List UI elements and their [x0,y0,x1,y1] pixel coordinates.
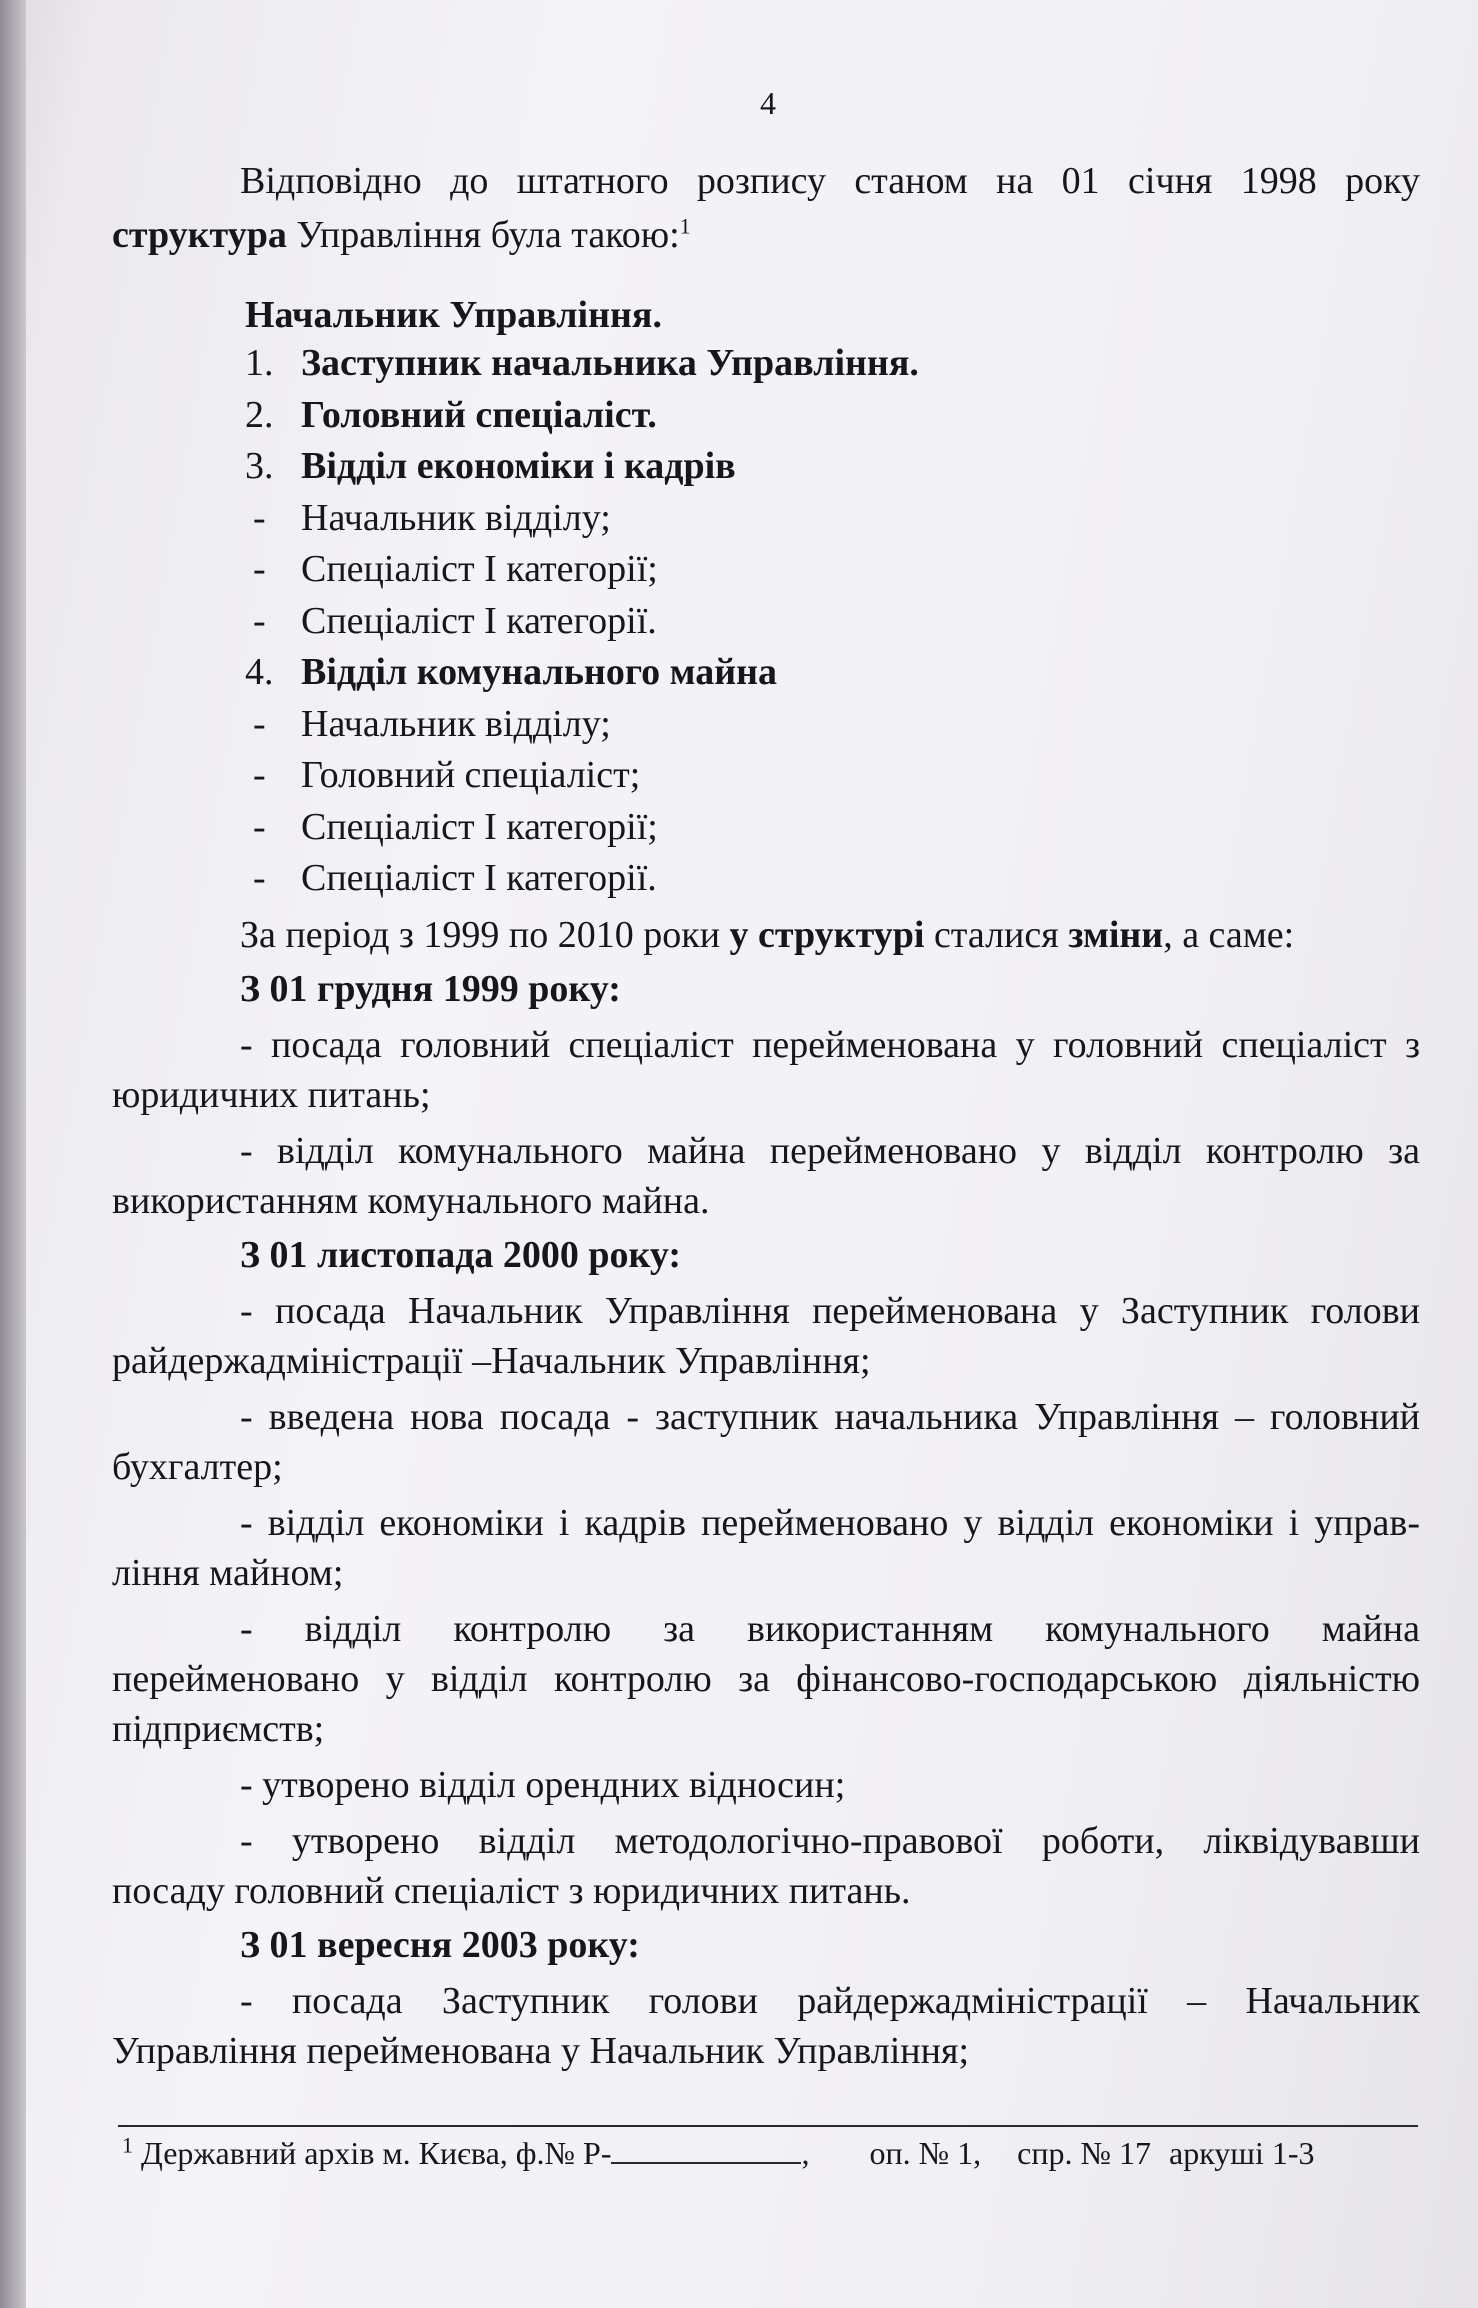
section-paragraph [112,1498,1420,1598]
structure-item [245,750,1145,802]
section-paragraph [112,1126,1420,1226]
structure-item [245,802,1145,854]
structure-item-marker: 3. [245,445,274,487]
changes-intro: За період з 1999 по 2010 роки у структурі сталися зміни, а саме: [240,914,1295,956]
structure-list [245,290,1145,905]
structure-item-marker: - [253,702,266,745]
paragraph-line: - відділ економіки і кадрів перейменовано у відділ економіки і управ- [240,1502,1420,1544]
section-date-heading: З 01 грудня 1999 року: [240,968,621,1010]
paragraph-line: перейменовано у відділ контролю за фінансово-господарською діяльністю [112,1658,1420,1700]
paragraph-line: посаду головний спеціаліст з юридичних питань. [112,1870,911,1912]
structure-item-marker: 2. [245,393,274,436]
paragraph-line: - утворено відділ орендних відносин; [240,1764,846,1806]
structure-item-text: Начальник відділу; [301,702,611,745]
paragraph-line: юридичних питань; [112,1074,431,1116]
paragraph-line: - відділ комунального майна перейменовано у відділ контролю за [240,1130,1420,1172]
section-paragraph [112,1286,1420,1386]
paragraph-line: - посада Заступник голови райдержадміністрації – Начальник [240,1980,1420,2022]
paragraph-line: - відділ контролю за використанням комунального майна [240,1608,1420,1650]
paragraph-line: - посада головний спеціаліст перейменована у головний спеціаліст з [240,1024,1420,1066]
structure-head: Начальник Управління. [245,294,662,336]
structure-item-text: Відділ економіки і кадрів [301,445,736,487]
changes-block [112,910,1420,2076]
structure-item [245,441,1145,493]
section-paragraph [112,1392,1420,1492]
structure-item-text: Заступник начальника Управління. [301,342,919,384]
structure-item-text: Спеціаліст І категорії; [301,548,658,590]
structure-item-marker: 4. [245,651,274,693]
paragraph-line: використанням комунального майна. [112,1180,710,1222]
structure-item-text: Головний спеціаліст. [301,393,657,436]
structure-item-marker: - [253,496,266,539]
footnote-separator [118,2125,1418,2127]
structure-item-text: Відділ комунального майна [301,651,778,693]
paragraph-line: - утворено відділ методологічно-правової роботи, ліквідувавши [240,1820,1420,1862]
structure-item-marker: - [253,599,266,642]
structure-item-marker: - [253,548,266,590]
section-paragraph [112,1020,1420,1120]
section-paragraph [112,1604,1420,1754]
structure-item-text: Спеціаліст І категорії. [301,599,657,642]
structure-item [245,390,1145,442]
structure-item-text: Начальник відділу; [301,496,611,539]
paragraph-line: Управління перейменована у Начальник Управління; [112,2030,970,2072]
intro-bold-word: структура [112,214,287,256]
structure-item-text: Спеціаліст І категорії. [301,857,657,899]
structure-item [245,853,1145,905]
intro-line-2 [112,210,1420,260]
section-paragraph [112,1760,1420,1810]
footnote-blank [611,2132,801,2164]
structure-item-text: Спеціаліст І категорії; [301,805,658,848]
structure-item [245,493,1145,545]
structure-item-marker: - [253,857,266,899]
paragraph-line: підприємств; [112,1708,325,1750]
page-edge-shadow [0,0,26,2308]
paragraph-line: бухгалтер; [112,1446,283,1488]
paragraph-line: - введена нова посада - заступник начальника Управління – головний [240,1396,1420,1438]
structure-item [245,596,1145,648]
structure-item [245,699,1145,751]
paragraph-line: - посада Начальник Управління перейменована у Заступник голови [240,1290,1420,1332]
structure-item [245,647,1145,699]
paragraph-line: райдержадміністрації –Начальник Управління; [112,1340,871,1382]
section-date-heading: З 01 листопада 2000 року: [240,1234,682,1276]
intro-line-1: Відповідно до штатного розпису станом на 01 січня 1998 року [240,160,1420,202]
structure-item-marker: 1. [245,342,274,384]
footnote-ref: 1 [679,213,691,239]
paragraph-line: ління майном; [112,1552,344,1594]
structure-item [245,544,1145,596]
intro-paragraph [112,156,1420,260]
intro-rest: Управління була такою: [286,214,680,256]
section-paragraph [112,1976,1420,2076]
page-number: 4 [760,85,776,121]
section-paragraph [112,1816,1420,1916]
structure-item-marker: - [253,805,266,848]
footnote: $^1$ Державний архів м. Києва, ф.№ Р- , оп. № 1, спр. № 17 аркуші 1-3 [122,2132,1315,2171]
structure-item-text: Головний спеціаліст; [301,754,641,796]
structure-item [245,338,1145,390]
section-date-heading: З 01 вересня 2003 року: [240,1924,640,1966]
structure-item-marker: - [253,754,266,796]
